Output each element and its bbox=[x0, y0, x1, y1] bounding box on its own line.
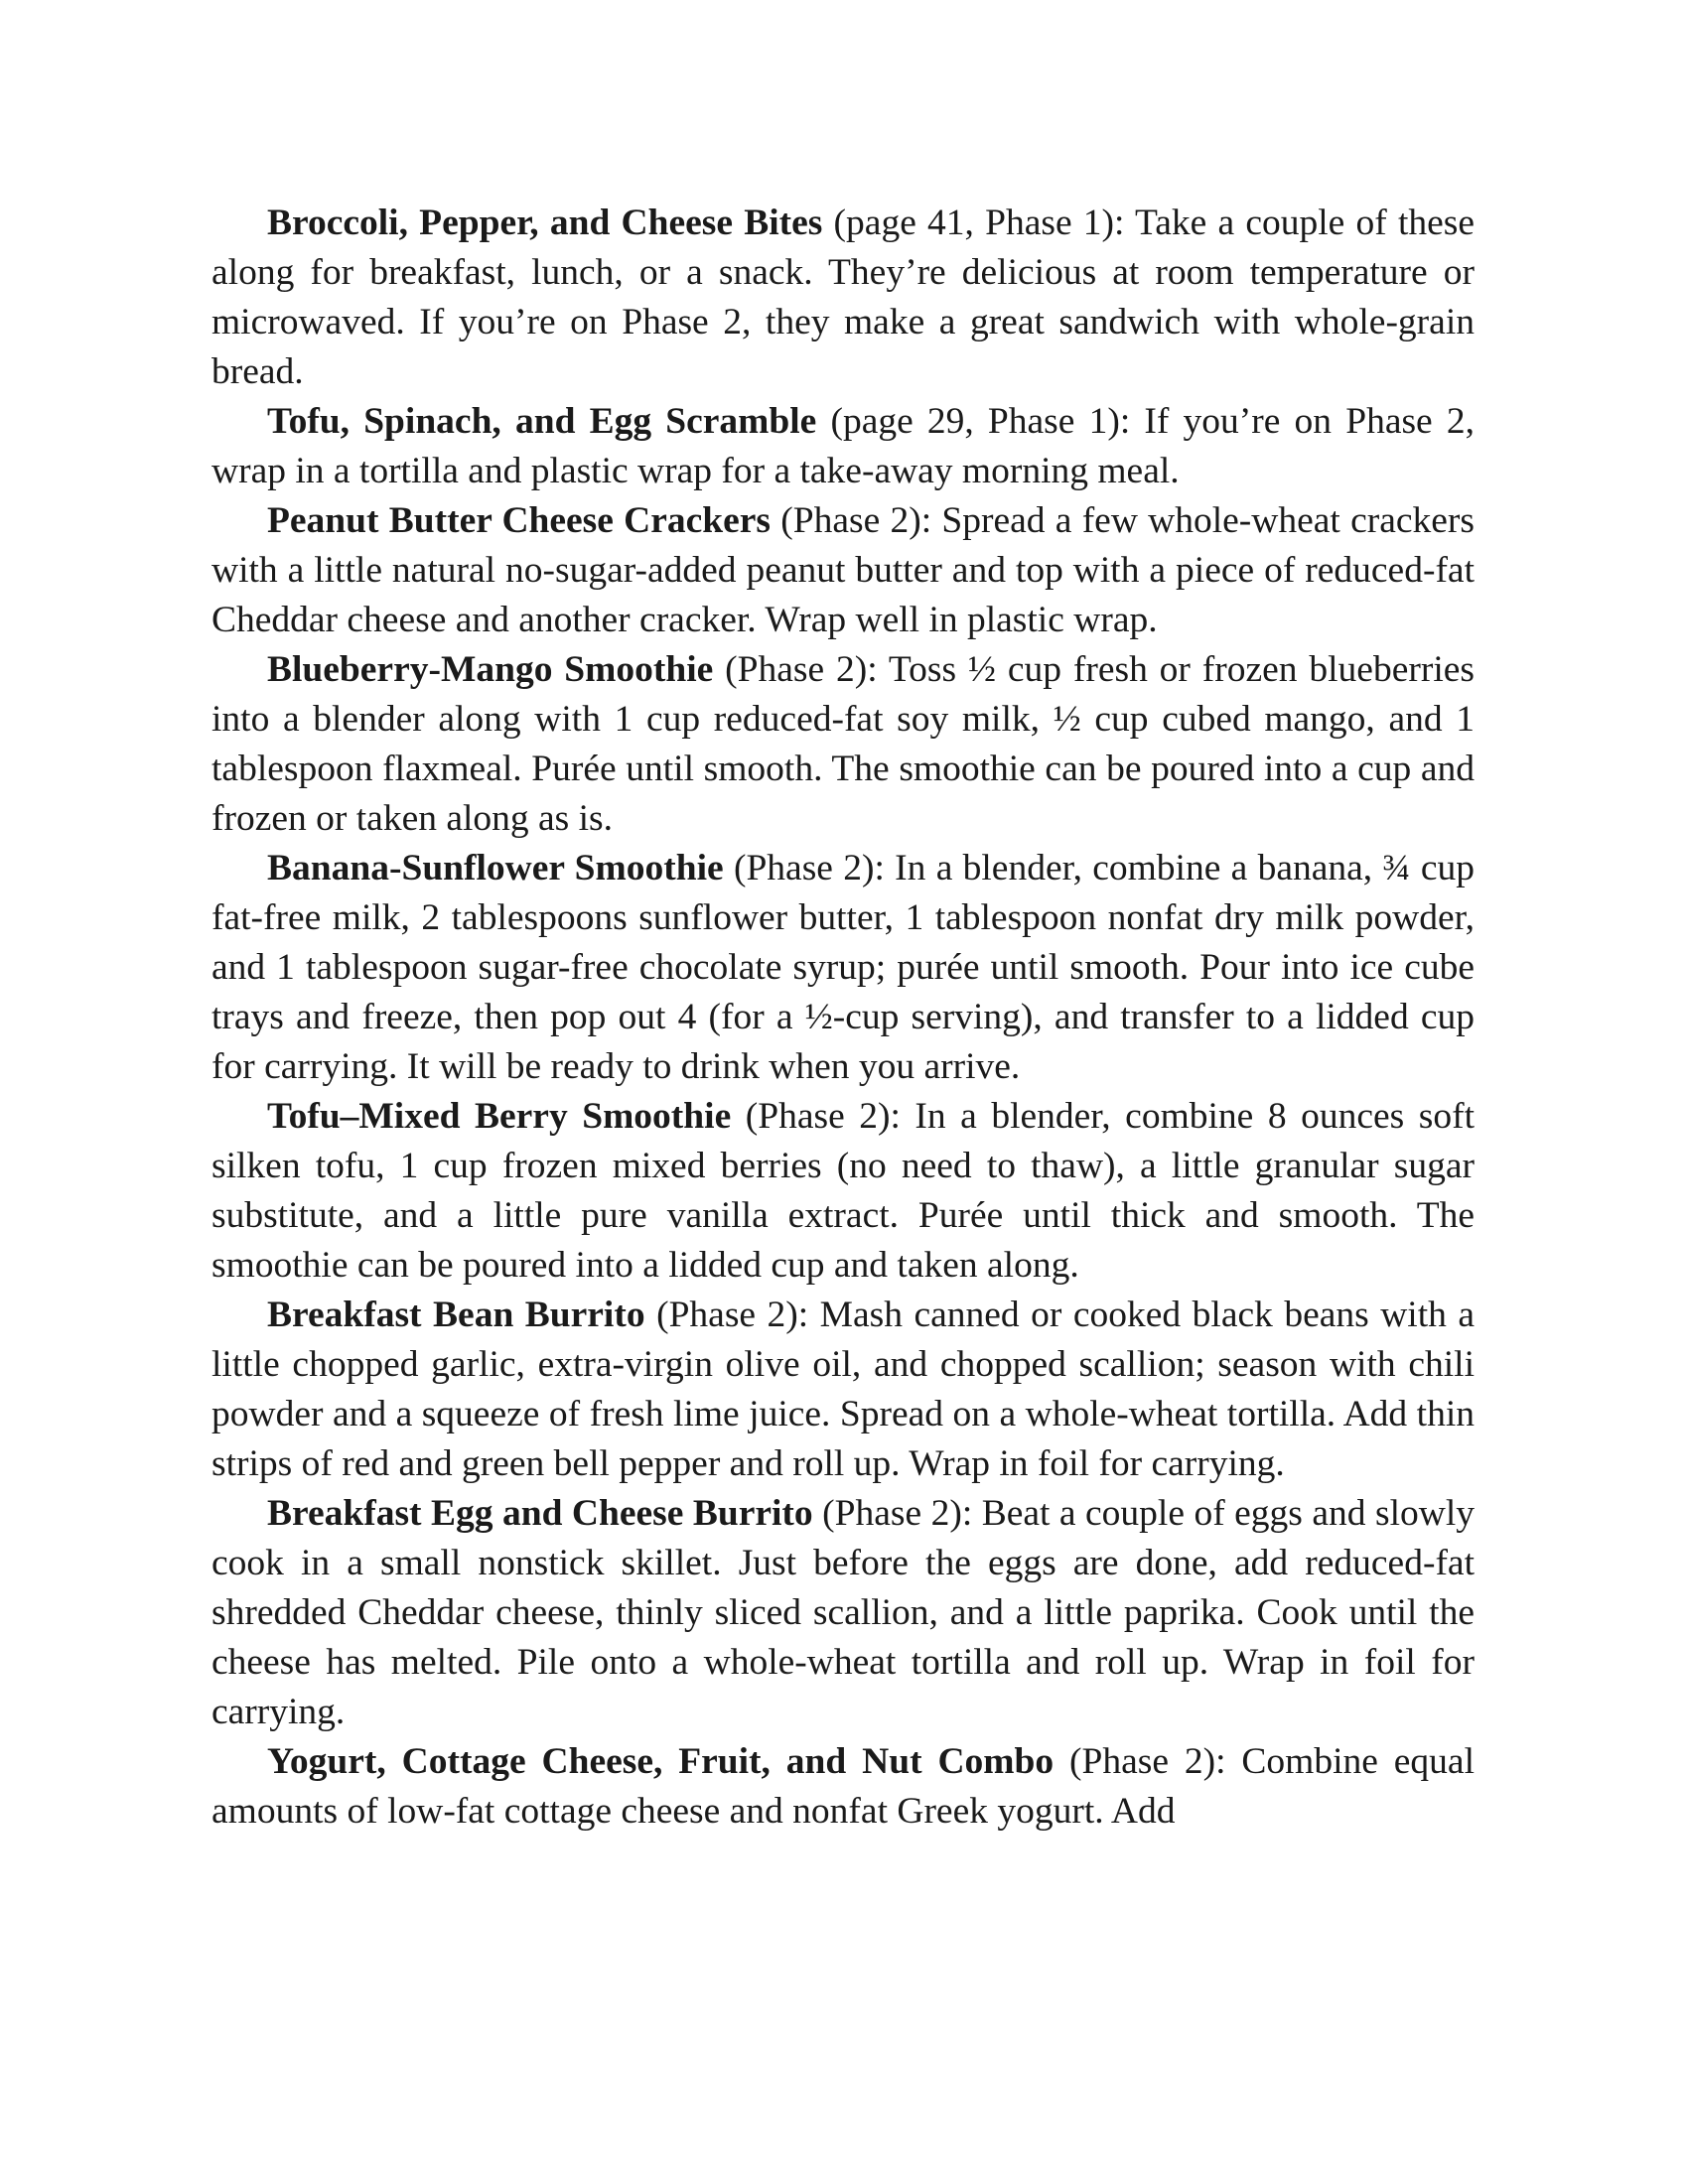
recipe-title: Tofu, Spinach, and Egg Scramble bbox=[267, 401, 817, 442]
recipe-entry-yogurt-combo bbox=[211, 1737, 1475, 1837]
recipe-title: Peanut Butter Cheese Crackers bbox=[267, 500, 772, 541]
recipe-entry-banana-smoothie bbox=[211, 844, 1475, 1092]
recipe-entry-blueberry-smoothie bbox=[211, 645, 1475, 844]
recipe-text: (Phase 2): Beat a couple of eggs and slowly cook in a small nonstick skillet. Just before the eggs are done, add reduced-fat shredded Cheddar cheese, thinly sliced scallion, and a little paprika. Cook until the cheese has melted. Pile onto a whole-wheat tortilla and roll up. Wrap in foil for carrying. bbox=[211, 1493, 1475, 1732]
recipe-entry-bean-burrito bbox=[211, 1291, 1475, 1489]
recipe-title: Broccoli, Pepper, and Cheese Bites bbox=[267, 203, 823, 243]
recipe-text: (Phase 2): Toss ½ cup fresh or frozen blueberries into a blender along with 1 cup reduced-fat soy milk, ½ cup cubed mango, and 1 tablespoon flaxmeal. Purée until smooth. The smoothie can be poured into a cup and frozen or taken along as is. bbox=[211, 649, 1475, 839]
recipe-title: Banana-Sunflower Smoothie bbox=[267, 848, 724, 888]
recipe-title: Breakfast Egg and Cheese Burrito bbox=[267, 1493, 813, 1534]
recipe-text: (Phase 2): Spread a few whole-wheat crackers with a little natural no-sugar-added peanut butter and top with a piece of reduced-fat Cheddar cheese and another cracker. Wrap well in plastic wrap. bbox=[211, 500, 1475, 640]
recipe-title: Breakfast Bean Burrito bbox=[267, 1295, 645, 1335]
recipe-title: Blueberry-Mango Smoothie bbox=[267, 649, 714, 690]
recipe-text: (Phase 2): In a blender, combine a banana, ¾ cup fat-free milk, 2 tablespoons sunflower butter, 1 tablespoon nonfat dry milk powder, and 1 tablespoon sugar-free chocolate syrup; purée until smooth. Pour into ice cube trays and freeze, then pop out 4 (for a ½-cup serving), and transfer to a lidded cup for carrying. It will be ready to drink when you arrive. bbox=[211, 848, 1475, 1087]
recipe-text: (Phase 2): Mash canned or cooked black beans with a little chopped garlic, extra-virgin olive oil, and chopped scallion; season with chili powder and a squeeze of fresh lime juice. Spread on a whole-wheat tortilla. Add thin strips of red and green bell pepper and roll up. Wrap in foil for carrying. bbox=[211, 1295, 1475, 1484]
recipe-entry-peanut-crackers bbox=[211, 496, 1475, 645]
recipe-entry-tofu-berry-smoothie bbox=[211, 1092, 1475, 1291]
recipe-title: Yogurt, Cottage Cheese, Fruit, and Nut Combo bbox=[267, 1741, 1055, 1782]
recipe-entry-tofu-scramble bbox=[211, 397, 1475, 496]
recipe-text: (Phase 2): In a blender, combine 8 ounces soft silken tofu, 1 cup frozen mixed berries (no need to thaw), a little granular sugar substitute, and a little pure vanilla extract. Purée until thick and smooth. The smoothie can be poured into a lidded cup and taken along. bbox=[211, 1096, 1476, 1286]
recipe-entry-egg-burrito bbox=[211, 1489, 1475, 1737]
recipe-entry-broccoli-bites bbox=[211, 199, 1475, 397]
recipe-text: (page 41, Phase 1): Take a couple of these along for breakfast, lunch, or a snack. They’re delicious at room temperature or microwaved. If you’re on Phase 2, they make a great sandwich with whole-grain bread. bbox=[211, 203, 1476, 392]
document-page bbox=[211, 199, 1475, 1837]
recipe-text: (page 29, Phase 1): If you’re on Phase 2, wrap in a tortilla and plastic wrap for a take-away morning meal. bbox=[211, 401, 1475, 491]
recipe-text: (Phase 2): Combine equal amounts of low-fat cottage cheese and nonfat Greek yogurt. Add bbox=[211, 1741, 1475, 1832]
recipe-title: Tofu–Mixed Berry Smoothie bbox=[267, 1096, 732, 1137]
